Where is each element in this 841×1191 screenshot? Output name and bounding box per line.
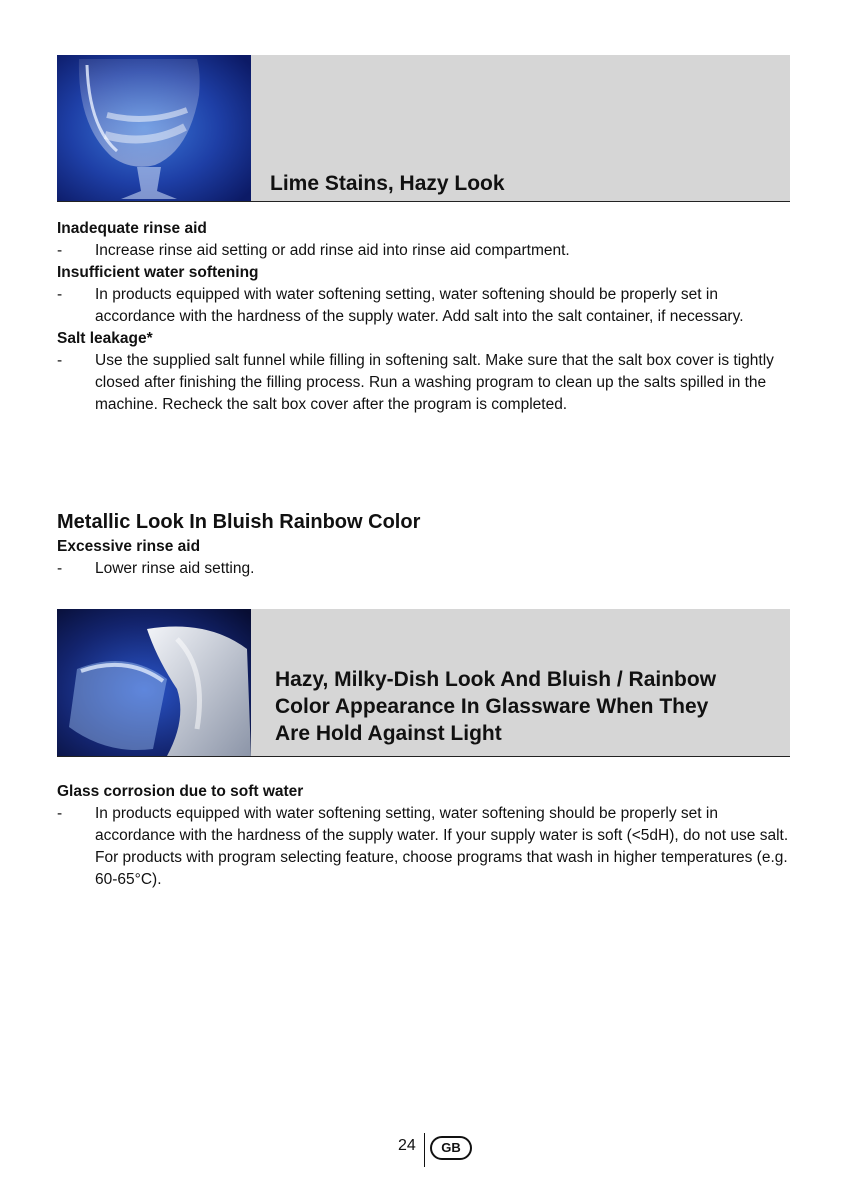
page-number: 24 bbox=[398, 1137, 416, 1154]
list-item bbox=[57, 284, 792, 328]
bullet-dash: - bbox=[57, 286, 63, 303]
cause-salt-leakage bbox=[57, 328, 792, 416]
list-item bbox=[57, 350, 792, 416]
item-text: In products equipped with water softening setting, water softening should be properly set in accordance with the hardness of the supply water. Add salt into the salt container, if necessary. bbox=[95, 286, 744, 325]
section-title: Metallic Look In Bluish Rainbow Color bbox=[57, 511, 421, 533]
banner-title-line: Are Hold Against Light bbox=[275, 722, 502, 745]
banner-lime-stains bbox=[57, 55, 790, 202]
glass-cloth-photo bbox=[57, 609, 251, 756]
cause-heading: Salt leakage* bbox=[57, 330, 153, 347]
item-text: Increase rinse aid setting or add rinse aid into rinse aid compartment. bbox=[95, 242, 570, 259]
cause-heading: Inadequate rinse aid bbox=[57, 220, 207, 237]
list-item bbox=[57, 803, 792, 891]
banner-title-lime-stains: Lime Stains, Hazy Look bbox=[270, 172, 505, 195]
item-text: Lower rinse aid setting. bbox=[95, 560, 255, 577]
page-footer bbox=[0, 1133, 841, 1169]
banner-glass-corrosion bbox=[57, 609, 790, 757]
glass-corrosion-section bbox=[57, 781, 792, 891]
language-badge: GB bbox=[430, 1136, 472, 1160]
cause-inadequate-rinse-aid bbox=[57, 218, 792, 262]
bullet-dash: - bbox=[57, 352, 63, 369]
bullet-dash: - bbox=[57, 242, 63, 259]
banner-title-glass-corrosion bbox=[275, 666, 716, 747]
item-text: Use the supplied salt funnel while filling in softening salt. Make sure that the salt box cover is tightly closed after finishing the filling process. Run a washing program to clean up the salts spilled in the machine. Recheck the salt box cover after the program is completed. bbox=[95, 352, 774, 413]
banner-title-line: Color Appearance In Glassware When They bbox=[275, 695, 709, 718]
lime-stains-causes bbox=[57, 218, 792, 416]
list-item bbox=[57, 240, 792, 262]
list-item bbox=[57, 558, 792, 580]
metallic-look-section bbox=[57, 509, 792, 580]
banner-title-line: Hazy, Milky-Dish Look And Bluish / Rainbow bbox=[275, 668, 717, 691]
cause-insufficient-water-softening bbox=[57, 262, 792, 328]
cause-heading: Excessive rinse aid bbox=[57, 538, 201, 555]
cause-heading: Glass corrosion due to soft water bbox=[57, 783, 304, 800]
item-text: In products equipped with water softening setting, water softening should be properly set in accordance with the hardness of the supply water. If your supply water is soft (<5dH), do not use salt. For products with program selecting feature, choose programs that wash in higher temperatures (e.g. 60-65°C). bbox=[95, 805, 789, 888]
bullet-dash: - bbox=[57, 560, 63, 577]
footer-divider bbox=[424, 1133, 425, 1167]
wine-glass-photo bbox=[57, 55, 251, 201]
cause-heading: Insufficient water softening bbox=[57, 264, 259, 281]
bullet-dash: - bbox=[57, 805, 63, 822]
